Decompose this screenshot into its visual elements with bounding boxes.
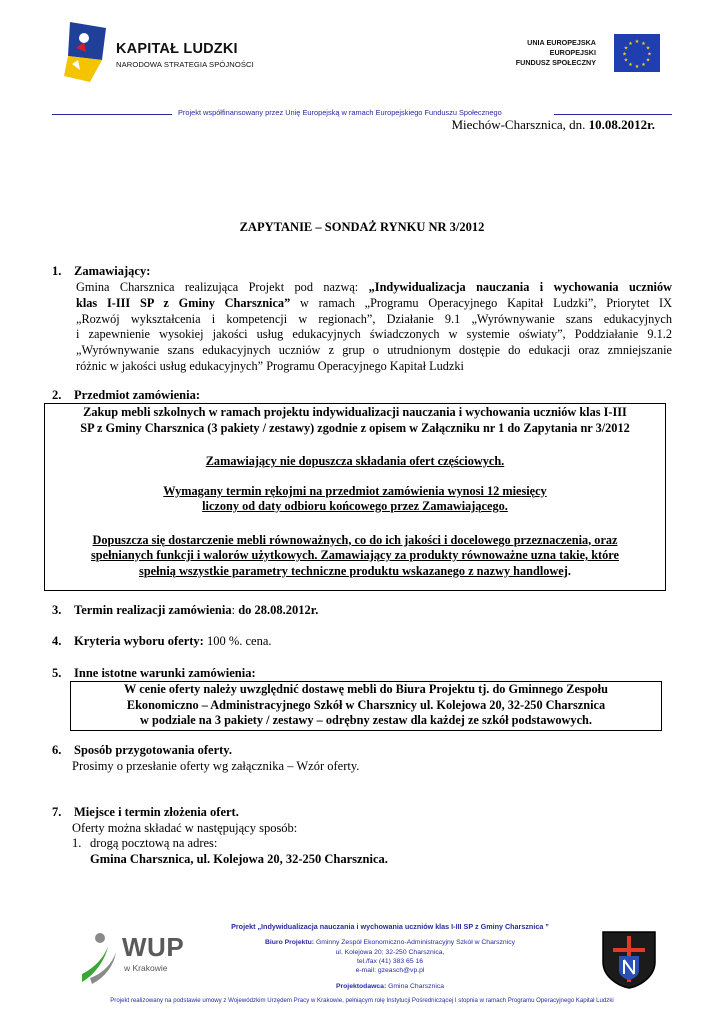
section-4-value: 100 %. cena. xyxy=(203,634,272,648)
section-1-line5 xyxy=(76,343,672,359)
section-1-line4 xyxy=(76,327,672,343)
section-4-heading xyxy=(52,634,272,649)
section-1-line2 xyxy=(76,296,672,312)
section-1-line2-text: klas I-III SP z Gminy Charsznica” w ramach „Programu Operacyjnego Kapitał Ludzki”, Priorytet IX xyxy=(76,295,672,310)
section-7-heading xyxy=(52,805,239,820)
section-1-title: Zamawiający: xyxy=(74,264,151,278)
section-7-item-number: 1. xyxy=(72,836,82,850)
footer-office-value: Gminny Zespół Ekonomiczno-Administracyjny Szkół w Charsznicy xyxy=(314,939,516,946)
footer-promoter-value: Gmina Charsznica xyxy=(386,983,445,990)
section-3-heading: 3. Termin realizacji zamówienia: do 28.08.2012r. xyxy=(52,603,319,617)
s2-no-partial-offers: Zamawiający nie dopuszcza składania ofert częściowych. xyxy=(205,454,505,468)
footer-phone: tel./fax (41) 383 65 16 xyxy=(356,958,424,965)
section-1-heading xyxy=(52,264,150,279)
s2-warranty-line2: liczony od daty odbioru końcowego przez Zamawiającego. xyxy=(202,499,508,513)
section-7-item xyxy=(72,836,217,851)
section-6-title: Sposób przygotowania oferty. xyxy=(74,743,232,757)
section-3-value: do 28.08.2012r. xyxy=(235,603,319,617)
s2-equivalent-line2: spełnianych funkcji i walorów użytkowych. Zamawiający za produkty równoważne uzna takie, które xyxy=(91,548,619,562)
section-7-title: Miejsce i termin złożenia ofert. xyxy=(74,805,239,819)
s5-box-line3: w podziale na 3 pakiety / zestawy – odrębny zestaw dla każdej ze szkół podstawowych. xyxy=(140,713,592,727)
s2-box-line1: Zakup mebli szkolnych w ramach projektu indywidualizacji nauczania i wychowania uczniów klas I-III xyxy=(83,405,627,419)
svg-text:★: ★ xyxy=(634,39,640,45)
place-date xyxy=(451,117,655,133)
footer-promoter-label: Projektodawca: xyxy=(335,983,387,990)
svg-text:★: ★ xyxy=(645,57,651,64)
svg-text:★: ★ xyxy=(622,51,627,58)
section-5-box xyxy=(70,681,662,731)
svg-text:★: ★ xyxy=(641,62,646,68)
document-title: ZAPYTANIE – SONDAŻ RYNKU NR 3/2012 xyxy=(239,220,485,234)
header-rule-left xyxy=(52,114,172,115)
eu-label xyxy=(516,38,596,68)
section-1-line6-text: różnic w jakości usług edukacyjnych” Programu Operacyjnego Kapitał Ludzki xyxy=(76,358,464,373)
section-4-title: Kryteria wyboru oferty: xyxy=(74,634,204,648)
section-2-number: 2. xyxy=(52,388,62,402)
section-5-title: Inne istotne warunki zamówienia: xyxy=(74,666,256,680)
s2-box-line2: SP z Gminy Charsznica (3 pakiety / zestawy) zgodnie z opisem w Załączniku nr 1 do Zapytania nr 3/2012 xyxy=(80,420,630,435)
section-1-line4-text: i zapewnienie wysokiej jakości usług edukacyjnych świadczonych w systemie oświaty”, Poddziałanie 9.1.2 xyxy=(76,327,672,342)
svg-text:★: ★ xyxy=(647,51,652,58)
section-1-number: 1. xyxy=(52,264,62,278)
section-2-title: Przedmiot zamówienia: xyxy=(74,388,201,402)
footer-bottom-note: Projekt realizowany na podstawie umowy z Wojewódzkim Urzędem Pracy w Krakowie, pełniącym rolę Instytucji Pośredniczącej I stopnia w ramach Programu Operacyjnego Kapitał Ludzki xyxy=(110,997,614,1004)
date-value: 10.08.2012r. xyxy=(588,117,655,132)
footer-office xyxy=(150,939,630,946)
section-1-line3-text: „Rozwój wykształcenia i kompetencji w regionach”, Działanie 9.1 „Wyrównywanie szans edukacyjnych xyxy=(76,311,672,326)
footer-address: ul. Kolejowa 20; 32-250 Charsznica, xyxy=(335,949,445,956)
s2-warranty-line1: Wymagany termin rękojmi na przedmiot zamówienia wynosi 12 miesięcy xyxy=(163,483,547,498)
s5-box-line2: Ekonomiczno – Administracyjnego Szkół w Charsznicy ul. Kolejowa 20, 32-250 Charsznica xyxy=(126,697,606,712)
kapital-ludzki-subtitle: NARODOWA STRATEGIA SPÓJNOŚCI xyxy=(116,60,254,69)
section-3-title: Termin realizacji zamówienia xyxy=(74,603,232,617)
place-label: Miechów-Charsznica, dn. xyxy=(451,117,589,132)
svg-text:★: ★ xyxy=(623,57,629,64)
section-6-text: Prosimy o przesłanie oferty wg załącznika – Wzór oferty. xyxy=(72,759,360,773)
footer-email: e-mail: gzeasch@vp.pl xyxy=(355,967,425,974)
section-1-line5-text: „Wyrównywanie szans edukacyjnych uczniów z grup o utrudnionym dostępie do edukacji oraz zmniejszanie xyxy=(76,343,672,358)
svg-text:★: ★ xyxy=(628,62,633,68)
s5-box-line1: W cenie oferty należy uwzględnić dostawę mebli do Biura Projektu tj. do Gminnego Zespołu xyxy=(124,682,608,696)
wup-name: WUP xyxy=(122,932,185,962)
section-1-line1-text: Gmina Charsznica realizująca Projekt pod nazwą: „Indywidualizacja nauczania i wychowania uczniów xyxy=(76,280,672,294)
section-7-item-text: drogą pocztową na adres: xyxy=(90,836,218,850)
section-3-number: 3. xyxy=(52,603,62,617)
svg-text:★: ★ xyxy=(634,64,640,70)
kapital-ludzki-logo xyxy=(62,20,262,86)
section-1-line6 xyxy=(76,359,672,375)
svg-text:★: ★ xyxy=(623,45,629,52)
section-7-text: Oferty można składać w następujący sposób: xyxy=(72,821,298,835)
svg-text:★: ★ xyxy=(645,45,651,52)
eu-label-line1: UNIA EUROPEJSKA xyxy=(527,38,596,47)
eu-label-line2: EUROPEJSKI xyxy=(549,48,596,57)
cofinance-note: Projekt współfinansowany przez Unię Europejską w ramach Europejskiego Funduszu Społecznego xyxy=(178,108,502,117)
kapital-ludzki-title: KAPITAŁ LUDZKI xyxy=(116,41,238,57)
section-5-heading xyxy=(52,666,256,681)
footer-office-label: Biuro Projektu: xyxy=(264,939,315,946)
section-7-address: Gmina Charsznica, ul. Kolejowa 20, 32-250 Charsznica. xyxy=(90,852,388,866)
section-6-number: 6. xyxy=(52,743,62,757)
wup-city: w Krakowie xyxy=(124,963,168,973)
svg-text:★: ★ xyxy=(628,40,633,47)
footer-project: Projekt „Indywidualizacja nauczania i wychowania uczniów klas I-III SP z Gminy Charsznica ” xyxy=(231,922,549,931)
footer-promoter xyxy=(150,983,630,990)
section-2-box: Zakup mebli szkolnych w ramach projektu indywidualizacji nauczania i wychowania uczniów klas I-III SP z Gminy Charsznica (3 pakiety / zestawy) zgodnie z opisem w Załączniku nr 1 do Zapytania nr 3/2012 Zamawiający nie dopuszcza składania ofert częściowych. Wymagany termin rękojmi na przedmiot zamówienia wynosi 12 miesięcy liczony od daty odbioru końcowego przez Zamawiającego. Dopuszcza się dostarczenie mebli równoważnych, co do ich jakości i docelowego przeznaczenia, oraz spełnianych funkcji i walorów użytkowych. Zamawiający za produkty równoważne uzna takie, które spełnią wszystkie parametry techniczne produktu wskazanego z nazwy handlowej. xyxy=(44,403,666,591)
section-1-line1 xyxy=(76,280,672,296)
section-1-line3 xyxy=(76,312,672,328)
section-1-body xyxy=(76,280,672,375)
charsznica-crest-icon xyxy=(601,930,657,990)
section-2-heading xyxy=(52,388,200,403)
section-5-number: 5. xyxy=(52,666,62,680)
eu-label-line3: FUNDUSZ SPOŁECZNY xyxy=(515,58,596,67)
section-6-heading xyxy=(52,743,232,758)
svg-text:★: ★ xyxy=(641,40,646,47)
header-rule-right xyxy=(554,114,672,115)
section-4-number: 4. xyxy=(52,634,62,648)
kapital-ludzki-emblem-icon xyxy=(62,20,108,84)
eu-flag-icon xyxy=(614,34,660,72)
s2-equivalent-line1: Dopuszcza się dostarczenie mebli równoważnych, co do ich jakości i docelowego przeznaczenia, oraz xyxy=(92,532,618,547)
s2-equivalent-line3: spełnią wszystkie parametry techniczne produktu wskazanego z nazwy handlowej xyxy=(139,563,568,578)
section-7-number: 7. xyxy=(52,805,62,819)
